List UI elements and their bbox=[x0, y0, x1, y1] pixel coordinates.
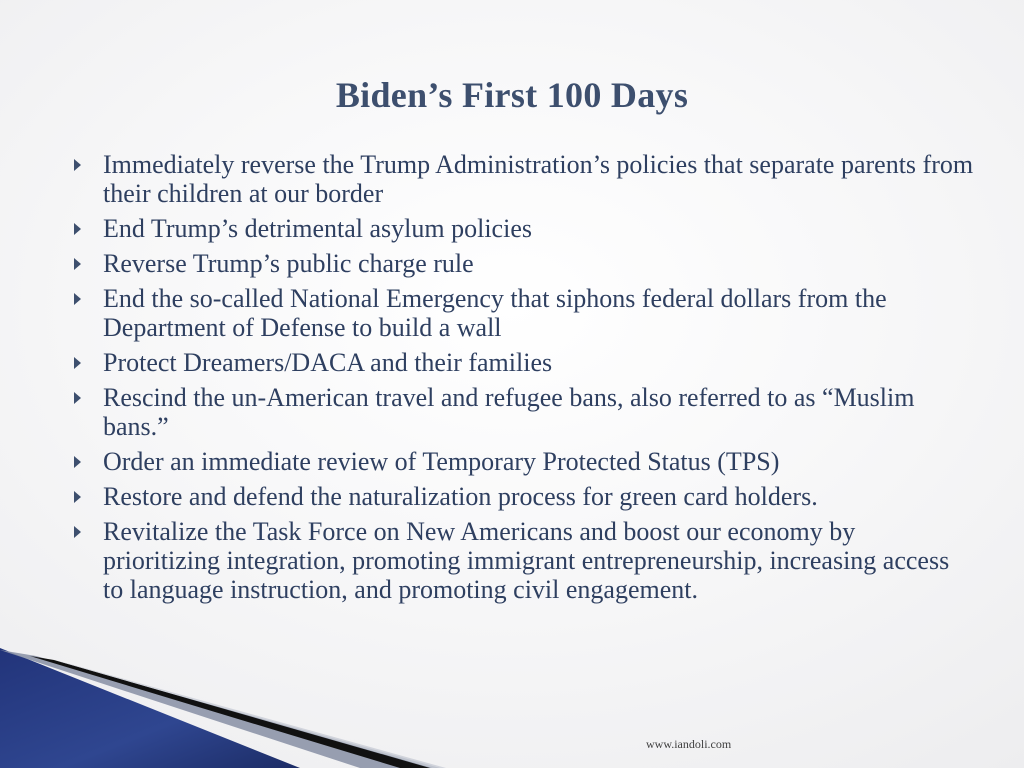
bullet-item bbox=[74, 482, 974, 511]
bullet-text: End the so-called National Emergency that siphons federal dollars from the Department of Defense to build a wall bbox=[103, 284, 887, 342]
navy-wedge-shape bbox=[0, 648, 300, 768]
arrowhead-bullet-icon bbox=[74, 223, 81, 235]
bullet-text: Immediately reverse the Trump Administration’s policies that separate parents from their children at our border bbox=[103, 150, 974, 208]
bullet-item bbox=[74, 214, 974, 243]
bullet-item bbox=[74, 383, 974, 441]
bullet-text: Order an immediate review of Temporary Protected Status (TPS) bbox=[103, 447, 780, 476]
bullet-text: Revitalize the Task Force on New Americans and boost our economy by prioritizing integration, promoting immigrant entrepreneurship, increasing access to language instruction, and promoting civil engagement. bbox=[103, 517, 950, 604]
arrowhead-bullet-icon bbox=[74, 491, 81, 503]
bullet-item bbox=[74, 348, 974, 377]
bullet-text: End Trump’s detrimental asylum policies bbox=[103, 214, 532, 243]
arrowhead-bullet-icon bbox=[74, 526, 81, 538]
arrowhead-bullet-icon bbox=[74, 293, 81, 305]
slide-title: Biden’s First 100 Days bbox=[335, 75, 689, 115]
bullet-item bbox=[74, 447, 974, 476]
footer-url: www.iandoli.com bbox=[646, 737, 732, 751]
arrowhead-bullet-icon bbox=[74, 357, 81, 369]
bullet-list bbox=[74, 150, 974, 610]
arrowhead-bullet-icon bbox=[74, 392, 81, 404]
arrowhead-bullet-icon bbox=[74, 258, 81, 270]
bullet-item bbox=[74, 150, 974, 208]
bullet-item bbox=[74, 249, 974, 278]
bullet-item bbox=[74, 517, 974, 604]
bullet-text: Restore and defend the naturalization process for green card holders. bbox=[103, 482, 818, 511]
bullet-text: Rescind the un-American travel and refugee bans, also referred to as “Muslim bans.” bbox=[103, 383, 915, 441]
arrowhead-bullet-icon bbox=[74, 159, 81, 171]
arrowhead-bullet-icon bbox=[74, 456, 81, 468]
bullet-item bbox=[74, 284, 974, 342]
bullet-text: Reverse Trump’s public charge rule bbox=[103, 249, 474, 278]
bullet-text: Protect Dreamers/DACA and their families bbox=[103, 348, 553, 377]
